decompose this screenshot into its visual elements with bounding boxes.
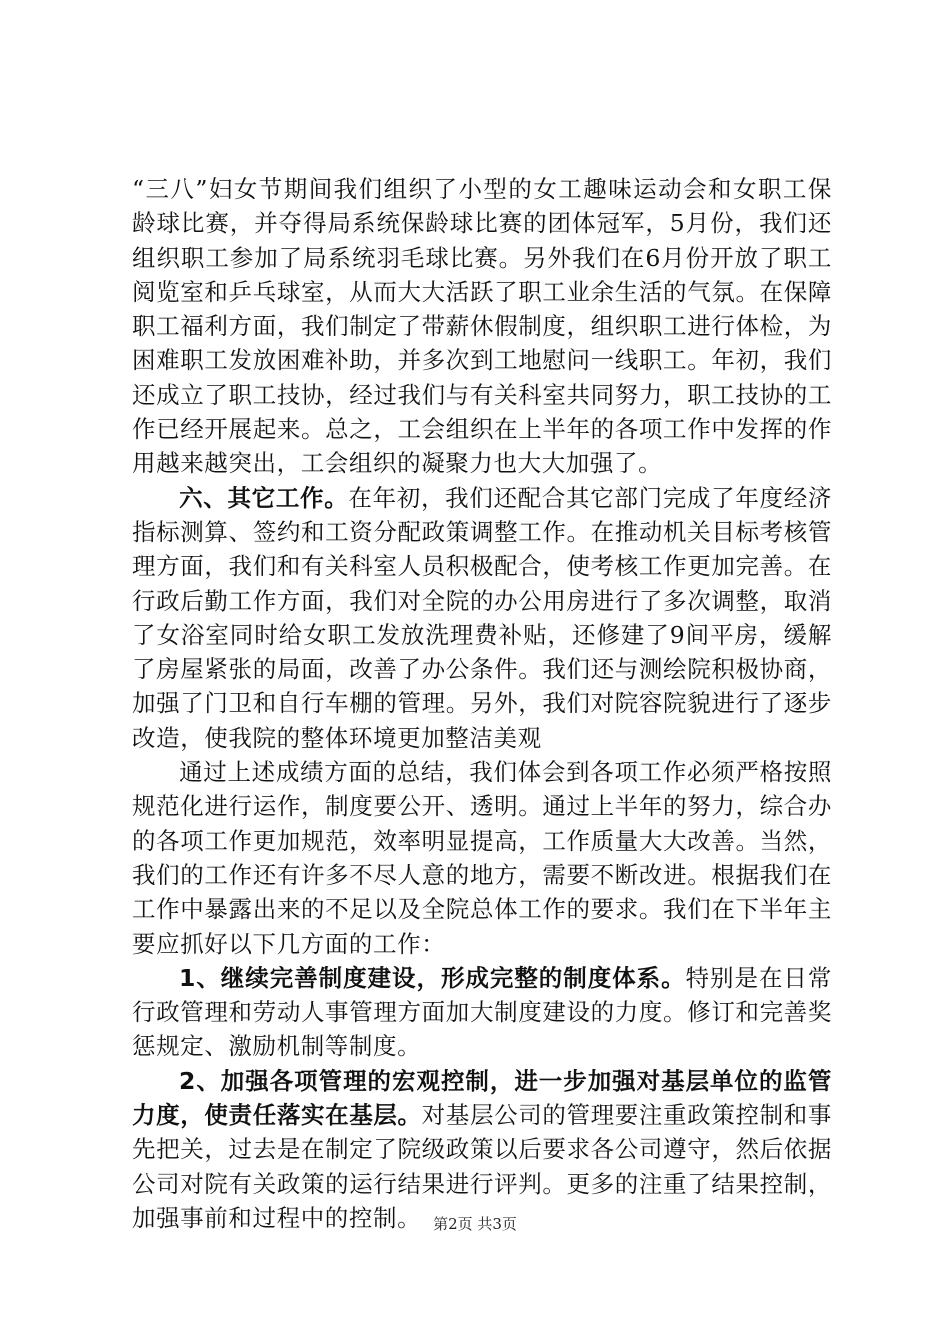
paragraph-text: “三八”妇女节期间我们组织了小型的女工趣味运动会和女职工保龄球比赛，并夺得局系统保龄球比赛的团体冠军，5月份，我们还组织职工参加了局系统羽毛球比赛。另外我们在6月份开放了职工阅览室和乒乓球室，从而大大活跃了职工业余生活的气氛。在保障职工福利方面，我们制定了带薪休假制度，组织职工进行体检，为困难职工发放困难补助，并多次到工地慰问一线职工。年初，我们还成立了职工技协，经过我们与有关科室共同努力，职工技协的工作已经开展起来。总之，工会组织在上半年的各项工作中发挥的作用越来越突出，工会组织的凝聚力也大大加强了。 [132, 175, 832, 478]
paragraph-summary [132, 755, 832, 961]
document-body [132, 172, 832, 1235]
paragraph-text: 通过上述成绩方面的总结，我们体会到各项工作必须严格按照规范化进行运作，制度要公开、透明。通过上半年的努力，综合办的各项工作更加规范，效率明显提高，工作质量大大改善。当然，我们的工作还有许多不尽人意的地方，需要不断改进。根据我们在工作中暴露出来的不足以及全院总体工作的要求。我们在下半年主要应抓好以下几方面的工作： [132, 758, 832, 958]
paragraph-text: 特别是在日常行政管理和劳动人事管理方面加大制度建设的力度。修订和完善奖惩规定、激励机制等制度。 [132, 963, 832, 1061]
item-1-heading: 1、继续完善制度建设，形成完整的制度体系。 [179, 963, 686, 992]
paragraph-other-work [132, 481, 832, 755]
section-heading-other-work: 六、其它工作。 [179, 483, 349, 512]
paragraph-item-1 [132, 961, 832, 1064]
page-number-footer: 第2页 共3页 [433, 1215, 517, 1233]
paragraph-text: 对基层公司的管理要注重政策控制和事先把关，过去是在制定了院级政策以后要求各公司遵守，然后依据公司对院有关政策的运行结果进行评判。更多的注重了结果控制，加强事前和过程中的控制。 [132, 1101, 832, 1232]
item-2-heading: 2、加强各项管理的宏观控制，进一步加强对基层单位的监管力度，使责任落实在基层。 [132, 1066, 832, 1130]
paragraph-text: 在年初，我们还配合其它部门完成了年度经济指标测算、签约和工资分配政策调整工作。在推动机关目标考核管理方面，我们和有关科室人员积极配合，使考核工作更加完善。在行政后勤工作方面，我们对全院的办公用房进行了多次调整，取消了女浴室同时给女职工发放洗理费补贴，还修建了9间平房，缓解了房屋紧张的局面，改善了办公条件。我们还与测绘院积极协商，加强了门卫和自行车棚的管理。另外，我们对院容院貌进行了逐步改造，使我院的整体环境更加整洁美观 [132, 483, 833, 752]
paragraph-item-2 [132, 1064, 832, 1235]
paragraph-union-activities [132, 172, 832, 481]
